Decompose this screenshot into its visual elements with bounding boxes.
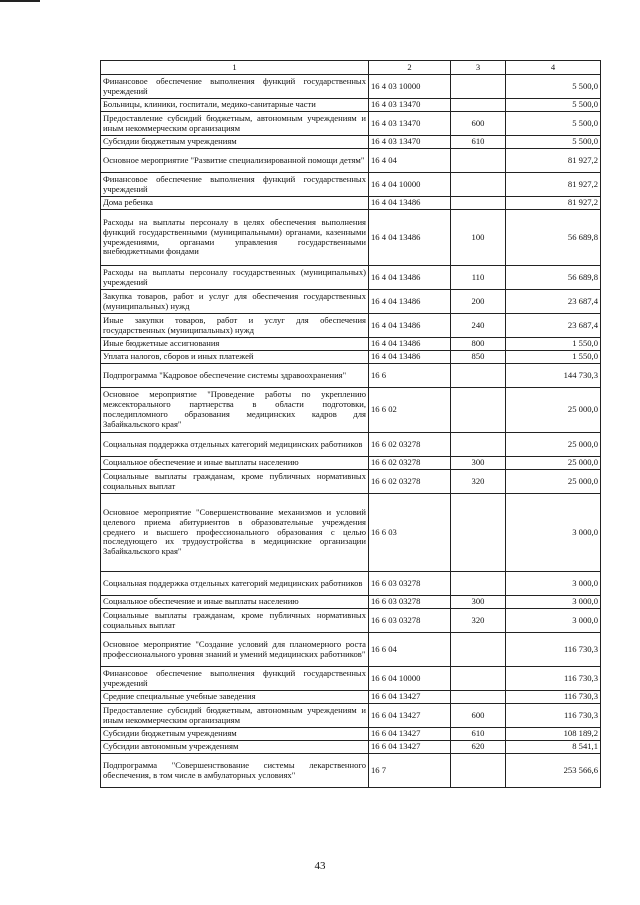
- row-name-cell: Социальное обеспечение и иные выплаты населению: [101, 596, 369, 609]
- row-type-cell: 100: [451, 210, 506, 266]
- row-code-cell: 16 4 04 13486: [369, 197, 451, 210]
- row-amount-cell: 144 730,3: [506, 364, 601, 388]
- row-code-cell: 16 6 04 13427: [369, 728, 451, 741]
- row-amount-cell: 56 689,8: [506, 266, 601, 290]
- row-code-cell: 16 4 04: [369, 149, 451, 173]
- row-amount-cell: 25 000,0: [506, 457, 601, 470]
- row-type-cell: 240: [451, 314, 506, 338]
- row-amount-cell: 3 000,0: [506, 494, 601, 572]
- row-type-cell: [451, 149, 506, 173]
- row-amount-cell: 5 500,0: [506, 112, 601, 136]
- row-type-cell: [451, 75, 506, 99]
- row-type-cell: [451, 572, 506, 596]
- table-row: [101, 470, 601, 494]
- table-row: [101, 388, 601, 433]
- row-type-cell: [451, 99, 506, 112]
- row-name-cell: Расходы на выплаты персоналу в целях обеспечения выполнения функций государственными (муниципальными) органами, казенными учреждениями, органами управления государственными внебюджетными фондами: [101, 210, 369, 266]
- row-code-cell: 16 6 04 13427: [369, 691, 451, 704]
- row-code-cell: 16 6 02: [369, 388, 451, 433]
- row-type-cell: [451, 364, 506, 388]
- row-name-cell: Иные бюджетные ассигнования: [101, 338, 369, 351]
- row-name-cell: Дома ребенка: [101, 197, 369, 210]
- row-name-cell: Социальное обеспечение и иные выплаты населению: [101, 457, 369, 470]
- row-type-cell: 300: [451, 457, 506, 470]
- table-row: [101, 338, 601, 351]
- table-row: [101, 704, 601, 728]
- header-col-3: 3: [451, 61, 506, 75]
- table-body: [101, 75, 601, 788]
- row-amount-cell: 1 550,0: [506, 351, 601, 364]
- row-amount-cell: 1 550,0: [506, 338, 601, 351]
- row-code-cell: 16 4 04 13486: [369, 338, 451, 351]
- row-code-cell: 16 4 04 13486: [369, 210, 451, 266]
- row-amount-cell: 116 730,3: [506, 633, 601, 667]
- row-type-cell: 850: [451, 351, 506, 364]
- row-name-cell: Уплата налогов, сборов и иных платежей: [101, 351, 369, 364]
- table-row: [101, 136, 601, 149]
- row-type-cell: 600: [451, 112, 506, 136]
- row-name-cell: Социальная поддержка отдельных категорий медицинских работников: [101, 433, 369, 457]
- row-amount-cell: 25 000,0: [506, 388, 601, 433]
- row-amount-cell: 3 000,0: [506, 572, 601, 596]
- row-name-cell: Социальные выплаты гражданам, кроме публичных нормативных социальных выплат: [101, 609, 369, 633]
- table-row: [101, 210, 601, 266]
- row-code-cell: 16 4 03 13470: [369, 136, 451, 149]
- row-name-cell: Финансовое обеспечение выполнения функций государственных учреждений: [101, 75, 369, 99]
- table-row: [101, 728, 601, 741]
- header-col-1: 1: [101, 61, 369, 75]
- row-type-cell: 110: [451, 266, 506, 290]
- row-type-cell: [451, 173, 506, 197]
- table-row: [101, 314, 601, 338]
- row-name-cell: Подпрограмма "Кадровое обеспечение системы здравоохранения": [101, 364, 369, 388]
- row-code-cell: 16 4 04 13486: [369, 314, 451, 338]
- row-type-cell: [451, 633, 506, 667]
- row-code-cell: 16 7: [369, 754, 451, 788]
- table-row: [101, 754, 601, 788]
- row-name-cell: Финансовое обеспечение выполнения функций государственных учреждений: [101, 173, 369, 197]
- table-row: [101, 667, 601, 691]
- row-type-cell: [451, 388, 506, 433]
- row-amount-cell: 56 689,8: [506, 210, 601, 266]
- row-type-cell: [451, 754, 506, 788]
- row-type-cell: [451, 691, 506, 704]
- table-row: [101, 112, 601, 136]
- table-row: [101, 99, 601, 112]
- table-row: [101, 433, 601, 457]
- row-type-cell: [451, 197, 506, 210]
- table-row: [101, 364, 601, 388]
- row-code-cell: 16 6 04: [369, 633, 451, 667]
- row-name-cell: Подпрограмма "Совершенствование системы лекарственного обеспечения, в том числе в амбулаторных условиях": [101, 754, 369, 788]
- table-row: [101, 633, 601, 667]
- table-row: [101, 173, 601, 197]
- row-name-cell: Основное мероприятие "Создание условий для планомерного роста профессионального уровня знаний и умений медицинских работников": [101, 633, 369, 667]
- scan-corner-mark: [0, 0, 40, 2]
- row-amount-cell: 116 730,3: [506, 667, 601, 691]
- row-type-cell: 620: [451, 741, 506, 754]
- table-header-row: [101, 61, 601, 75]
- row-code-cell: 16 6 04 10000: [369, 667, 451, 691]
- row-amount-cell: 253 566,6: [506, 754, 601, 788]
- table-row: [101, 741, 601, 754]
- row-code-cell: 16 6 02 03278: [369, 433, 451, 457]
- table-row: [101, 149, 601, 173]
- row-amount-cell: 5 500,0: [506, 136, 601, 149]
- row-name-cell: Закупка товаров, работ и услуг для обеспечения государственных (муниципальных) нужд: [101, 290, 369, 314]
- row-name-cell: Больницы, клиники, госпитали, медико-санитарные части: [101, 99, 369, 112]
- row-name-cell: Предоставление субсидий бюджетным, автономным учреждениям и иным некоммерческим организациям: [101, 704, 369, 728]
- row-amount-cell: 116 730,3: [506, 704, 601, 728]
- row-name-cell: Основное мероприятие "Проведение работы по укреплению межсекторального партнерства в области подготовки, последипломного образования медицинских кадров для Забайкальского края": [101, 388, 369, 433]
- row-amount-cell: 5 500,0: [506, 99, 601, 112]
- row-amount-cell: 116 730,3: [506, 691, 601, 704]
- row-name-cell: Расходы на выплаты персоналу государственных (муниципальных) учреждений: [101, 266, 369, 290]
- row-type-cell: 610: [451, 136, 506, 149]
- row-amount-cell: 108 189,2: [506, 728, 601, 741]
- row-amount-cell: 81 927,2: [506, 173, 601, 197]
- row-amount-cell: 8 541,1: [506, 741, 601, 754]
- row-amount-cell: 81 927,2: [506, 149, 601, 173]
- row-name-cell: Социальная поддержка отдельных категорий медицинских работников: [101, 572, 369, 596]
- row-code-cell: 16 4 04 10000: [369, 173, 451, 197]
- row-type-cell: 800: [451, 338, 506, 351]
- table-row: [101, 75, 601, 99]
- row-name-cell: Субсидии бюджетным учреждениям: [101, 136, 369, 149]
- row-name-cell: Средние специальные учебные заведения: [101, 691, 369, 704]
- table-row: [101, 609, 601, 633]
- header-col-2: 2: [369, 61, 451, 75]
- row-code-cell: 16 6 03: [369, 494, 451, 572]
- table-row: [101, 596, 601, 609]
- row-name-cell: Основное мероприятие "Развитие специализированной помощи детям": [101, 149, 369, 173]
- row-name-cell: Социальные выплаты гражданам, кроме публичных нормативных социальных выплат: [101, 470, 369, 494]
- header-col-4: 4: [506, 61, 601, 75]
- table-row: [101, 290, 601, 314]
- row-code-cell: 16 4 03 13470: [369, 99, 451, 112]
- budget-table: [100, 60, 601, 788]
- row-amount-cell: 25 000,0: [506, 470, 601, 494]
- row-amount-cell: 3 000,0: [506, 596, 601, 609]
- row-name-cell: Субсидии автономным учреждениям: [101, 741, 369, 754]
- row-code-cell: 16 6 03 03278: [369, 572, 451, 596]
- table-row: [101, 691, 601, 704]
- table-row: [101, 351, 601, 364]
- row-type-cell: 200: [451, 290, 506, 314]
- row-type-cell: [451, 667, 506, 691]
- row-amount-cell: 5 500,0: [506, 75, 601, 99]
- row-type-cell: 600: [451, 704, 506, 728]
- row-type-cell: 320: [451, 470, 506, 494]
- row-amount-cell: 3 000,0: [506, 609, 601, 633]
- table-row: [101, 457, 601, 470]
- row-amount-cell: 81 927,2: [506, 197, 601, 210]
- row-name-cell: Основное мероприятие "Совершенствование механизмов и условий целевого приема абитуриентов в образовательные учреждения среднего и высшего профессионального образования с целью последующего их трудоустройства в медицинские организации Забайкальского края": [101, 494, 369, 572]
- row-name-cell: Предоставление субсидий бюджетным, автономным учреждениям и иным некоммерческим организациям: [101, 112, 369, 136]
- row-code-cell: 16 6 04 13427: [369, 704, 451, 728]
- row-type-cell: [451, 433, 506, 457]
- row-code-cell: 16 6 02 03278: [369, 457, 451, 470]
- row-code-cell: 16 6: [369, 364, 451, 388]
- row-name-cell: Иные закупки товаров, работ и услуг для обеспечения государственных (муниципальных) нужд: [101, 314, 369, 338]
- row-code-cell: 16 6 04 13427: [369, 741, 451, 754]
- row-amount-cell: 23 687,4: [506, 290, 601, 314]
- row-name-cell: Субсидии бюджетным учреждениям: [101, 728, 369, 741]
- table-row: [101, 494, 601, 572]
- row-amount-cell: 23 687,4: [506, 314, 601, 338]
- row-code-cell: 16 4 04 13486: [369, 290, 451, 314]
- row-type-cell: 300: [451, 596, 506, 609]
- table-row: [101, 572, 601, 596]
- row-code-cell: 16 4 03 13470: [369, 112, 451, 136]
- row-code-cell: 16 4 04 13486: [369, 351, 451, 364]
- row-code-cell: 16 6 03 03278: [369, 596, 451, 609]
- row-code-cell: 16 4 03 10000: [369, 75, 451, 99]
- row-name-cell: Финансовое обеспечение выполнения функций государственных учреждений: [101, 667, 369, 691]
- row-type-cell: 610: [451, 728, 506, 741]
- row-code-cell: 16 4 04 13486: [369, 266, 451, 290]
- row-type-cell: [451, 494, 506, 572]
- row-type-cell: 320: [451, 609, 506, 633]
- row-code-cell: 16 6 02 03278: [369, 470, 451, 494]
- row-code-cell: 16 6 03 03278: [369, 609, 451, 633]
- table-row: [101, 266, 601, 290]
- page-number: 43: [314, 860, 326, 872]
- table-row: [101, 197, 601, 210]
- row-amount-cell: 25 000,0: [506, 433, 601, 457]
